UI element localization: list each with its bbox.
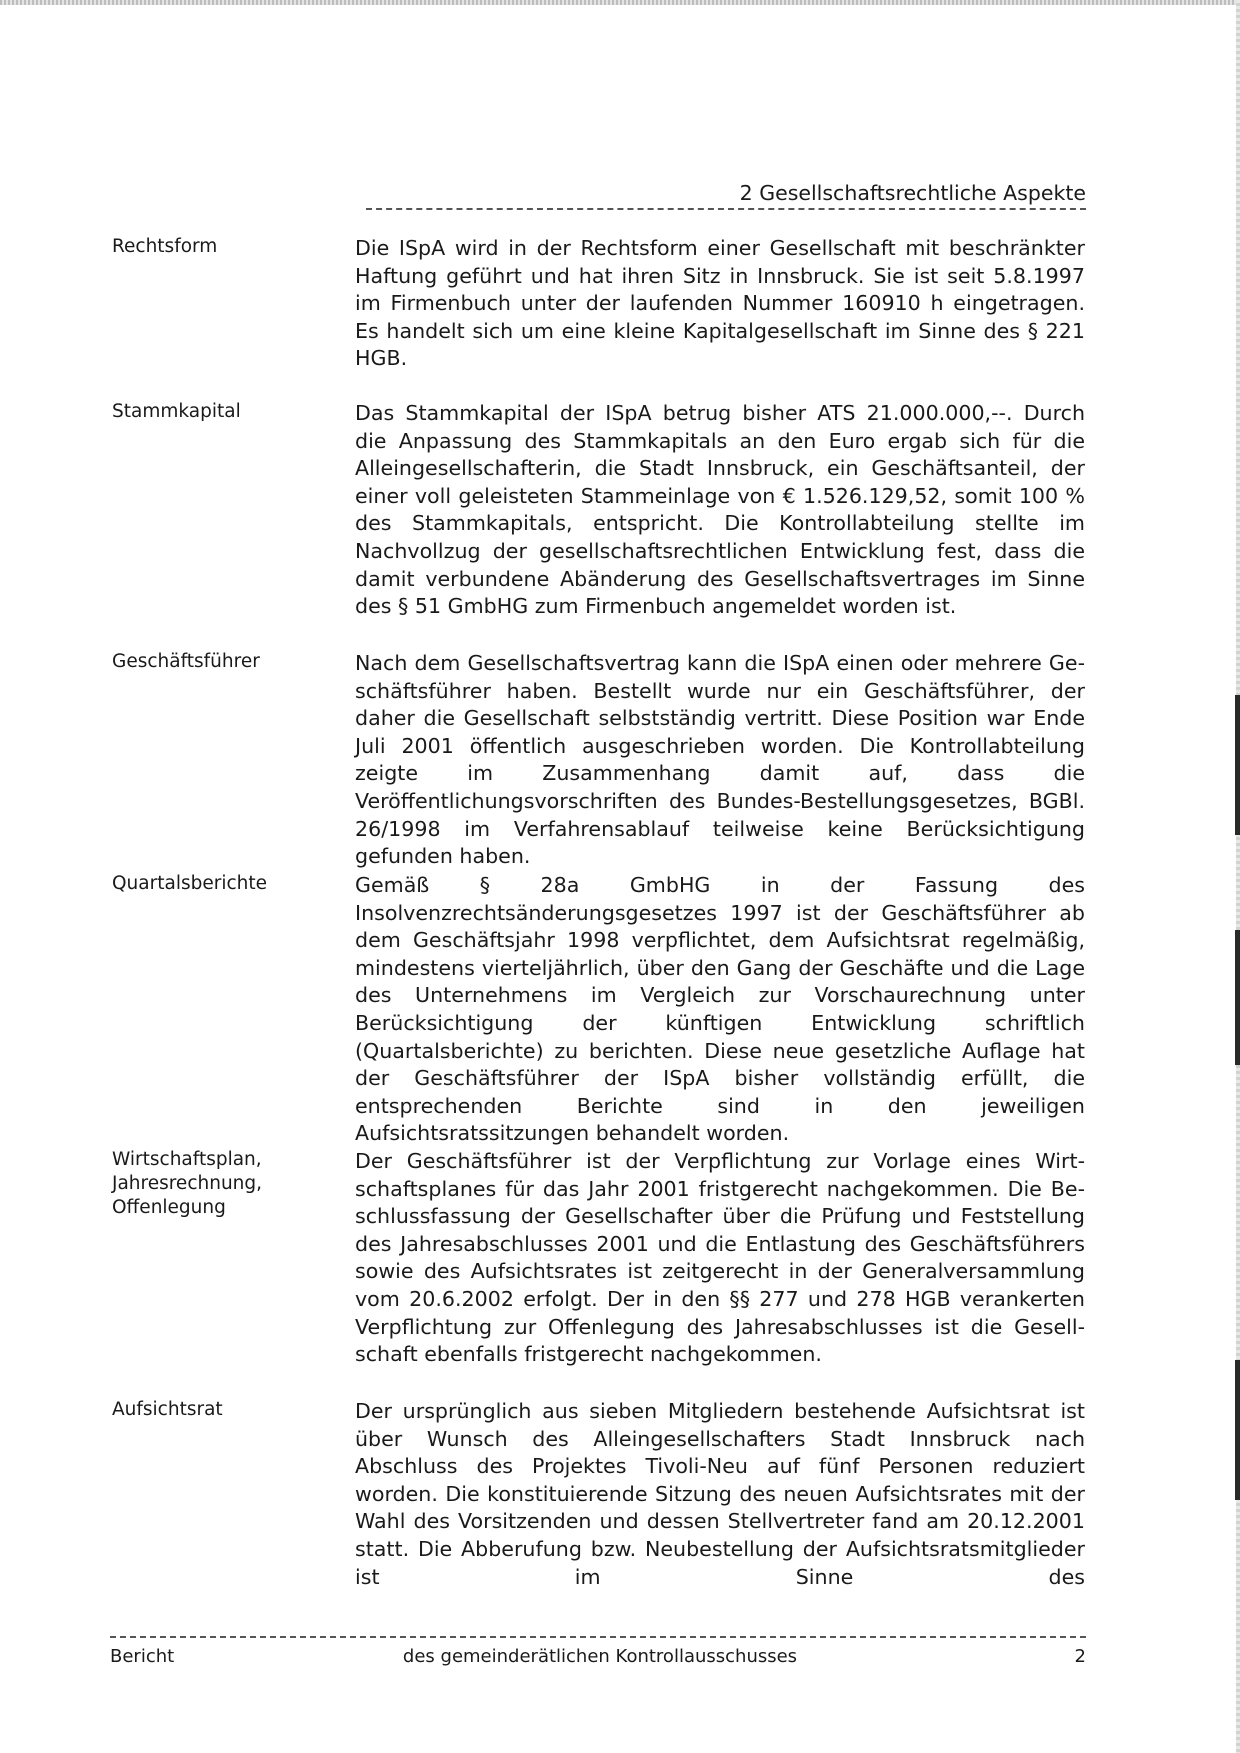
scan-mark bbox=[1235, 930, 1240, 1065]
section-text: Der ursprünglich aus sieben Mitgliedern bestehende Aufsichtsrat ist über Wunsch des Alleingesellschafters Stadt Innsbruck nach Abschluss des Projektes Tivoli-Neu auf fünf Personen reduziert worden. Die konstituierende Sitzung des neuen Aufsichtsrates mit der Wahl des Vorsitzenden und dessen Stellvertreter fand am 20.12.2001 statt. Die Abberufung bzw. Neubestellung der Aufsichtsratsmitglieder ist im Sinne des bbox=[355, 1399, 1085, 1589]
section-label: Stammkapital bbox=[112, 401, 241, 422]
section-label: Aufsichtsrat bbox=[112, 1399, 223, 1420]
footer-divider bbox=[110, 1636, 1086, 1638]
section-label: Wirtschaftsplan, Jahresrechnung, Offenlegung bbox=[112, 1149, 263, 1218]
scan-mark bbox=[1235, 1360, 1240, 1500]
section-label: Quartalsberichte bbox=[112, 873, 268, 894]
section-text: Gemäß § 28a GmbHG in der Fassung des Insolvenzrechtsänderungsgesetzes 1997 ist der Geschäftsführer ab dem Geschäftsjahr 1998 verpflichtet, dem Aufsichtsrat regelmäßig, mindestens vierteljährlich, über den Gang der Geschäfte und die Lage des Unternehmens im Vergleich zur Vorschaurechnung unter Berücksichtigung der künftigen Entwicklung schriftlich (Quartalsberichte) zu berichten. Diese neue gesetzliche Auflage hat der Geschäftsführer der ISpA bisher vollständig erfüllt, die entsprechenden Berichte sind in den jeweiligen Aufsichtsratssitzungen behandelt worden. bbox=[355, 873, 1085, 1146]
section-text: Der Geschäftsführer ist der Verpflichtung zur Vorlage eines Wirtschaftsplanes für das Jahr 2001 fristgerecht nachgekommen. Die Beschlussfassung der Gesellschafter über die Prüfung und Feststellung des Jahresabschlusses 2001 und die Entlastung des Geschäftsführers sowie des Aufsichtsrates ist zeitgerecht in der Generalversammlung vom 20.6.2002 erfolgt. Der in den §§ 277 und 278 HGB verankerten Verpflichtung zur Offenlegung des Jahresabschlusses ist die Gesellschaft ebenfalls fristgerecht nachgekommen. bbox=[355, 1149, 1085, 1367]
scan-edge-top bbox=[0, 0, 1240, 5]
page-number: 2 bbox=[1074, 1646, 1086, 1667]
section-text: Das Stammkapital der ISpA betrug bisher ATS 21.000.000,--. Durch die Anpassung des Stammkapitals an den Euro ergab sich für die Alleingesellschafterin, die Stadt Innsbruck, ein Geschäftsanteil, der einer voll geleisteten Stammeinlage von € 1.526.129,52, somit 100 % des Stammkapitals, entspricht. Die Kontrollabteilung stellte im Nachvollzug der gesellschaftsrechtlichen Entwicklung fest, dass die damit verbundene Abänderung des Gesellschaftsvertrages im Sinne des § 51 GmbHG zum Firmenbuch angemeldet worden ist. bbox=[355, 401, 1085, 619]
section-label: Rechtsform bbox=[112, 236, 218, 257]
section-text: Die ISpA wird in der Rechtsform einer Gesellschaft mit beschränkter Haftung geführt und hat ihren Sitz in Innsbruck. Sie ist seit 5.8.1997 im Firmenbuch unter der laufenden Nummer 160910 h eingetragen. Es handelt sich um eine kleine Kapitalgesellschaft im Sinne des § 221 HGB. bbox=[355, 236, 1085, 371]
scan-mark bbox=[1235, 695, 1240, 835]
section-text: Nach dem Gesellschaftsvertrag kann die ISpA einen oder mehrere Geschäftsführer haben. Bestellt wurde nur ein Geschäftsführer, der daher die Gesellschaft selbstständig vertritt. Diese Position war Ende Juli 2001 öffentlich ausgeschrieben worden. Die Kontrollabteilung zeigte im Zusammenhang damit auf, dass die Veröffentlichungsvorschriften des Bundes-Bestellungsgesetzes, BGBl. 26/1998 im Verfahrensablauf teilweise keine Berücksichtigung gefunden haben. bbox=[355, 651, 1085, 869]
page-header-title: 2 Gesellschaftsrechtliche Aspekte bbox=[739, 181, 1086, 205]
section-label: Geschäftsführer bbox=[112, 651, 260, 672]
footer-report-label: Bericht bbox=[110, 1646, 175, 1667]
footer-committee-label: des gemeinderätlichen Kontrollausschusses bbox=[402, 1646, 798, 1667]
header-divider bbox=[366, 208, 1086, 210]
